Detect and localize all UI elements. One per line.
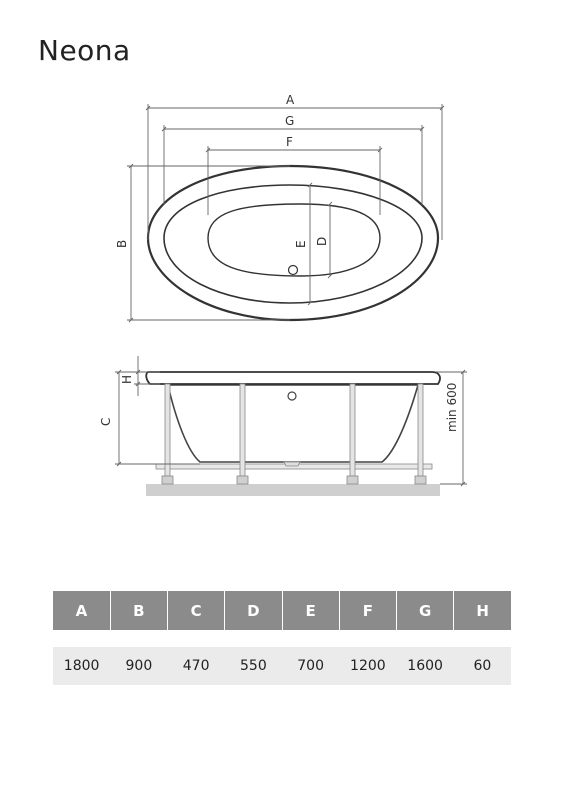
table-header-cell: C [168, 591, 225, 630]
dimensions-table [53, 591, 511, 685]
dim-label-e: E [294, 240, 308, 248]
product-title: Neona [38, 34, 131, 67]
dim-label-g: G [285, 114, 295, 128]
table-header-cell: B [110, 591, 167, 630]
table-cell: 60 [454, 647, 511, 685]
dim-label-h: H [120, 374, 134, 384]
table-header-cell: G [397, 591, 454, 630]
overflow-circle [288, 392, 296, 400]
dim-label-d: D [315, 236, 329, 246]
table-header-cell: E [282, 591, 339, 630]
table-header-cell: F [339, 591, 396, 630]
table-spacer-row [53, 630, 511, 647]
table-cell: 1800 [53, 647, 110, 685]
floor [146, 484, 440, 496]
table-cell: 550 [225, 647, 282, 685]
leg-feet [162, 476, 426, 484]
dim-label-b: B [115, 239, 129, 248]
dim-label-f: F [286, 135, 293, 149]
dim-label-a: A [286, 93, 295, 107]
table-cell: 1200 [339, 647, 396, 685]
table-cell: 700 [282, 647, 339, 685]
table-header-cell: D [225, 591, 282, 630]
bath-rim [146, 372, 440, 384]
table-cell: 470 [168, 647, 225, 685]
table-cell: 1600 [397, 647, 454, 685]
table-header-cell: H [454, 591, 511, 630]
side-view [146, 372, 440, 496]
table-header-cell: A [53, 591, 110, 630]
table-cell: 900 [110, 647, 167, 685]
drain-circle [289, 266, 298, 275]
dim-label-c: C [99, 417, 113, 426]
table-row [53, 647, 511, 685]
bath-bottom-detail [284, 462, 300, 466]
table-header-row [53, 591, 511, 630]
dim-label-min600: min 600 [445, 382, 459, 432]
top-view [148, 166, 438, 320]
